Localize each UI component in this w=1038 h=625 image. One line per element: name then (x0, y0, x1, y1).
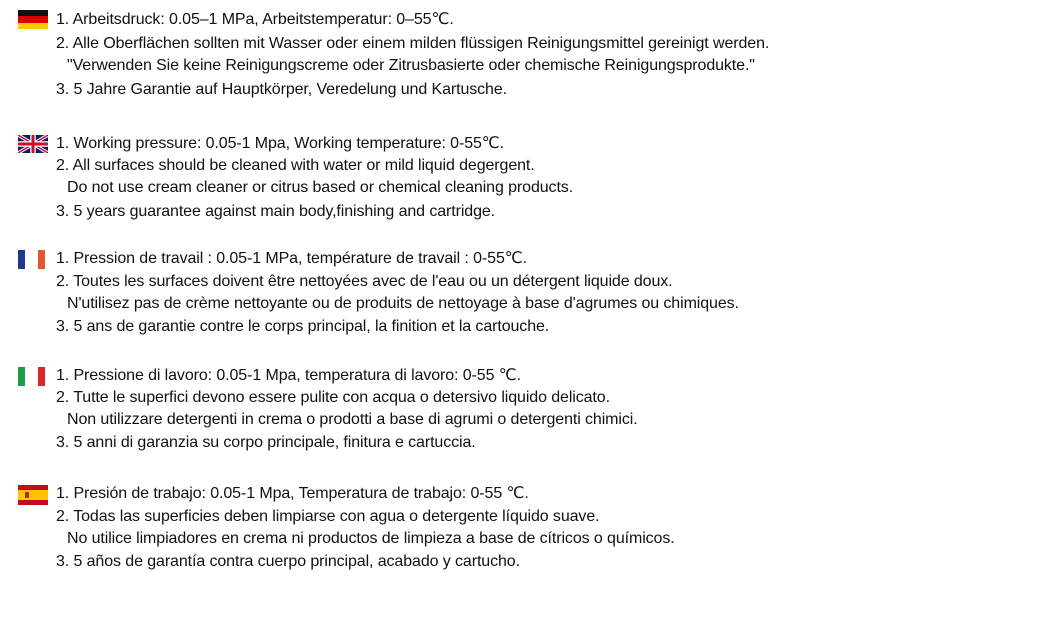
care-line-2: 2. Todas las superficies deben limpiarse con agua o detergente líquido suave. (56, 508, 600, 525)
care-note: N'utilisez pas de crème nettoyante ou de produits de nettoyage à base d'agrumes ou chimiques. (67, 295, 739, 312)
care-line-2: 2. Toutes les surfaces doivent être nettoyées avec de l'eau ou un détergent liquide doux. (56, 273, 673, 290)
france-flag-icon (18, 250, 48, 269)
care-note: No utilice limpiadores en crema ni productos de limpieza a base de cítricos o químicos. (67, 530, 675, 547)
spec-line-1: 1. Pression de travail : 0.05-1 MPa, température de travail : 0-55℃. (56, 250, 527, 267)
spec-line-1: 1. Pressione di lavoro: 0.05-1 Mpa, temperatura di lavoro: 0-55 ℃. (56, 367, 521, 384)
warranty-line-3: 3. 5 years guarantee against main body,finishing and cartridge. (56, 203, 496, 220)
care-line-2: 2. Tutte le superfici devono essere pulite con acqua o detersivo liquido delicato. (56, 389, 610, 406)
germany-flag-icon (18, 10, 48, 29)
italy-flag-icon (18, 367, 48, 386)
spain-flag-icon (18, 485, 48, 505)
care-note: Do not use cream cleaner or citrus based or chemical cleaning products. (67, 179, 574, 196)
spec-line-1: 1. Arbeitsdruck: 0.05–1 MPa, Arbeitstemperatur: 0–55℃. (56, 11, 454, 28)
spec-line-1: 1. Presión de trabajo: 0.05-1 Mpa, Temperatura de trabajo: 0-55 ℃. (56, 485, 529, 502)
spec-line-1: 1. Working pressure: 0.05-1 Mpa, Working temperature: 0-55℃. (56, 135, 505, 152)
care-line-2: 2. All surfaces should be cleaned with water or mild liquid degergent. (56, 157, 535, 174)
care-note: "Verwenden Sie keine Reinigungscreme oder Zitrusbasierte oder chemische Reinigungsprodukte." (67, 57, 755, 74)
warranty-line-3: 3. 5 años de garantía contra cuerpo principal, acabado y cartucho. (56, 553, 520, 570)
care-line-2: 2. Alle Oberflächen sollten mit Wasser oder einem milden flüssigen Reinigungsmittel gereinigt werden. (56, 35, 770, 52)
warranty-line-3: 3. 5 anni di garanzia su corpo principale, finitura e cartuccia. (56, 434, 476, 451)
care-note: Non utilizzare detergenti in crema o prodotti a base di agrumi o detergenti chimici. (67, 411, 638, 428)
warranty-line-3: 3. 5 ans de garantie contre le corps principal, la finition et la cartouche. (56, 318, 550, 335)
warranty-line-3: 3. 5 Jahre Garantie auf Hauptkörper, Veredelung und Kartusche. (56, 81, 507, 98)
uk-flag-icon (18, 135, 48, 153)
